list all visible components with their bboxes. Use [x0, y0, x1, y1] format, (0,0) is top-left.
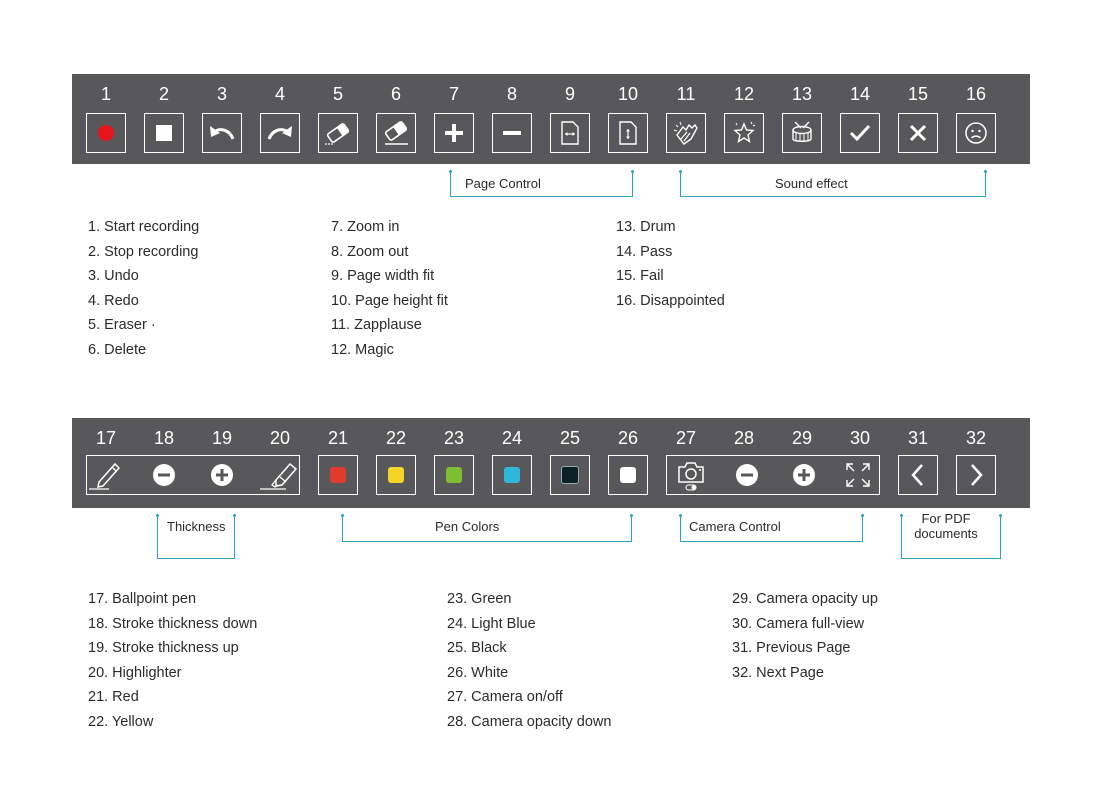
eraser-icon: [323, 119, 353, 147]
legend-item: 28. Camera opacity down: [447, 713, 612, 730]
camera-on-off-button[interactable]: [671, 455, 711, 495]
button-number: 27: [675, 428, 697, 448]
legend-item: 19. Stroke thickness up: [88, 640, 239, 656]
button-number: 32: [965, 428, 987, 448]
button-number: 3: [216, 84, 227, 104]
legend-item: 21. Red: [88, 689, 139, 705]
button-number: 16: [965, 84, 987, 104]
button-number: 22: [385, 428, 407, 448]
legend-item: 2. Stop recording: [88, 243, 199, 260]
disappointed-button[interactable]: [956, 113, 996, 153]
minus-icon: [152, 463, 176, 487]
legend-item: 32. Next Page: [732, 664, 824, 681]
button-number: 6: [390, 84, 401, 104]
zoom-in-icon: [443, 122, 465, 144]
legend-column: [732, 587, 878, 685]
undo-icon: [207, 121, 237, 145]
button-number: 17: [95, 428, 117, 448]
legend-item: 29. Camera opacity up: [732, 591, 878, 607]
legend-column: [447, 587, 611, 734]
camera-opacity-up-button[interactable]: [784, 455, 824, 495]
legend-item: 30. Camera full-view: [732, 615, 865, 632]
redo-button[interactable]: [260, 113, 300, 153]
button-number: 24: [501, 428, 523, 448]
legend-item: 11. Zapplause: [331, 317, 422, 333]
light-blue-pen-button[interactable]: [492, 455, 532, 495]
zapplause-button[interactable]: [666, 113, 706, 153]
button-number: 23: [443, 428, 465, 448]
ballpoint-pen-icon: [87, 458, 127, 492]
legend-item: 26. White: [447, 664, 509, 681]
yellow-swatch: [388, 467, 404, 483]
button-number: 25: [559, 428, 581, 448]
button-number: 26: [617, 428, 639, 448]
button-number: 10: [617, 84, 639, 104]
page-height-fit-button[interactable]: [608, 113, 648, 153]
page-height-icon: [617, 120, 639, 146]
undo-button[interactable]: [202, 113, 242, 153]
legend-column: [88, 587, 257, 734]
button-number: 31: [907, 428, 929, 448]
legend-item: 9. Page width fit: [331, 268, 435, 284]
button-number: 15: [907, 84, 929, 104]
next-page-button[interactable]: [956, 455, 996, 495]
legend-item: 1. Start recording: [88, 219, 200, 235]
highlighter-button[interactable]: [258, 455, 298, 495]
delete-button[interactable]: [376, 113, 416, 153]
button-number: 9: [564, 84, 575, 104]
thickness-label: Thickness: [163, 519, 230, 534]
page-width-icon: [559, 120, 581, 146]
minus-icon: [735, 463, 759, 487]
button-number: 14: [849, 84, 871, 104]
button-number: 2: [158, 84, 169, 104]
green-swatch: [446, 467, 462, 483]
record-icon: [96, 123, 116, 143]
plus-icon: [210, 463, 234, 487]
fail-icon: [907, 122, 929, 144]
legend-item: 12. Magic: [331, 341, 394, 358]
pen-colors-label: Pen Colors: [431, 519, 503, 534]
chevron-left-icon: [908, 462, 928, 488]
disappointed-icon: [963, 120, 989, 146]
legend-item: 15. Fail: [616, 268, 664, 284]
legend-item: 18. Stroke thickness down: [88, 615, 258, 632]
camera-opacity-down-button[interactable]: [727, 455, 767, 495]
drum-icon: [788, 119, 816, 147]
button-number: 28: [733, 428, 755, 448]
zoom-out-icon: [501, 122, 523, 144]
pass-button[interactable]: [840, 113, 880, 153]
zoom-in-button[interactable]: [434, 113, 474, 153]
button-number: 19: [211, 428, 233, 448]
white-pen-button[interactable]: [608, 455, 648, 495]
plus-icon: [792, 463, 816, 487]
stop-recording-button[interactable]: [144, 113, 184, 153]
button-number: 30: [849, 428, 871, 448]
legend-item: 10. Page height fit: [331, 292, 448, 309]
green-pen-button[interactable]: [434, 455, 474, 495]
legend-item: 6. Delete: [88, 341, 147, 358]
legend-item: 8. Zoom out: [331, 243, 409, 260]
for-pdf-label-line: documents: [914, 526, 978, 541]
ballpoint-pen-button[interactable]: [87, 455, 127, 495]
eraser-button[interactable]: [318, 113, 358, 153]
camera-control-label: Camera Control: [685, 519, 785, 534]
start-recording-button[interactable]: [86, 113, 126, 153]
button-number: 1: [100, 84, 111, 104]
legend-item: 27. Camera on/off: [447, 689, 563, 705]
legend-item: 16. Disappointed: [616, 292, 725, 309]
black-pen-button[interactable]: [550, 455, 590, 495]
legend-item: 13. Drum: [616, 219, 676, 235]
yellow-pen-button[interactable]: [376, 455, 416, 495]
page-control-label: Page Control: [461, 176, 545, 191]
red-swatch: [330, 467, 346, 483]
button-number: 7: [448, 84, 459, 104]
legend-item: 22. Yellow: [88, 713, 154, 730]
full-view-icon: [843, 460, 873, 490]
for-pdf-label: [912, 511, 980, 541]
for-pdf-label-line: For PDF: [921, 511, 971, 526]
fail-button[interactable]: [898, 113, 938, 153]
legend-item: 4. Redo: [88, 292, 139, 309]
red-pen-button[interactable]: [318, 455, 358, 495]
button-number: 4: [274, 84, 285, 104]
black-swatch: [561, 466, 579, 484]
legend-item: 14. Pass: [616, 243, 673, 260]
legend-item: 20. Highlighter: [88, 664, 182, 681]
previous-page-button[interactable]: [898, 455, 938, 495]
white-swatch: [620, 467, 636, 483]
button-number: 18: [153, 428, 175, 448]
button-number: 29: [791, 428, 813, 448]
legend-item: 31. Previous Page: [732, 640, 851, 656]
legend-item: 23. Green: [447, 591, 512, 607]
button-number: 12: [733, 84, 755, 104]
toolbar-top: [72, 74, 1030, 164]
legend-item: 25. Black: [447, 640, 507, 656]
sound-effect-label: Sound effect: [771, 176, 852, 191]
stroke-thickness-up-button[interactable]: [202, 455, 242, 495]
page-width-fit-button[interactable]: [550, 113, 590, 153]
legend-column: [616, 215, 725, 313]
redo-icon: [265, 121, 295, 145]
light-blue-swatch: [504, 467, 520, 483]
button-number: 11: [676, 84, 696, 104]
stroke-thickness-down-button[interactable]: [144, 455, 184, 495]
legend-column: [331, 215, 448, 362]
legend-item: 7. Zoom in: [331, 219, 400, 235]
delete-icon: [381, 119, 411, 147]
camera-icon: [676, 458, 706, 492]
applause-icon: [672, 119, 700, 147]
drum-button[interactable]: [782, 113, 822, 153]
legend-item: 17. Ballpoint pen: [88, 591, 197, 607]
magic-button[interactable]: [724, 113, 764, 153]
magic-icon: [730, 119, 758, 147]
legend-column: [88, 215, 199, 362]
pass-icon: [848, 121, 872, 145]
button-number: 8: [506, 84, 517, 104]
button-number: 13: [791, 84, 813, 104]
button-number: 5: [332, 84, 343, 104]
highlighter-icon: [258, 458, 298, 492]
stop-icon: [154, 123, 174, 143]
chevron-right-icon: [966, 462, 986, 488]
zoom-out-button[interactable]: [492, 113, 532, 153]
toolbar-bottom: [72, 418, 1030, 508]
camera-full-view-button[interactable]: [838, 455, 878, 495]
legend-item: 24. Light Blue: [447, 615, 536, 632]
button-number: 21: [327, 428, 349, 448]
legend-item: 3. Undo: [88, 268, 139, 284]
button-number: 20: [269, 428, 291, 448]
legend-item: 5. Eraser ·: [88, 317, 156, 333]
